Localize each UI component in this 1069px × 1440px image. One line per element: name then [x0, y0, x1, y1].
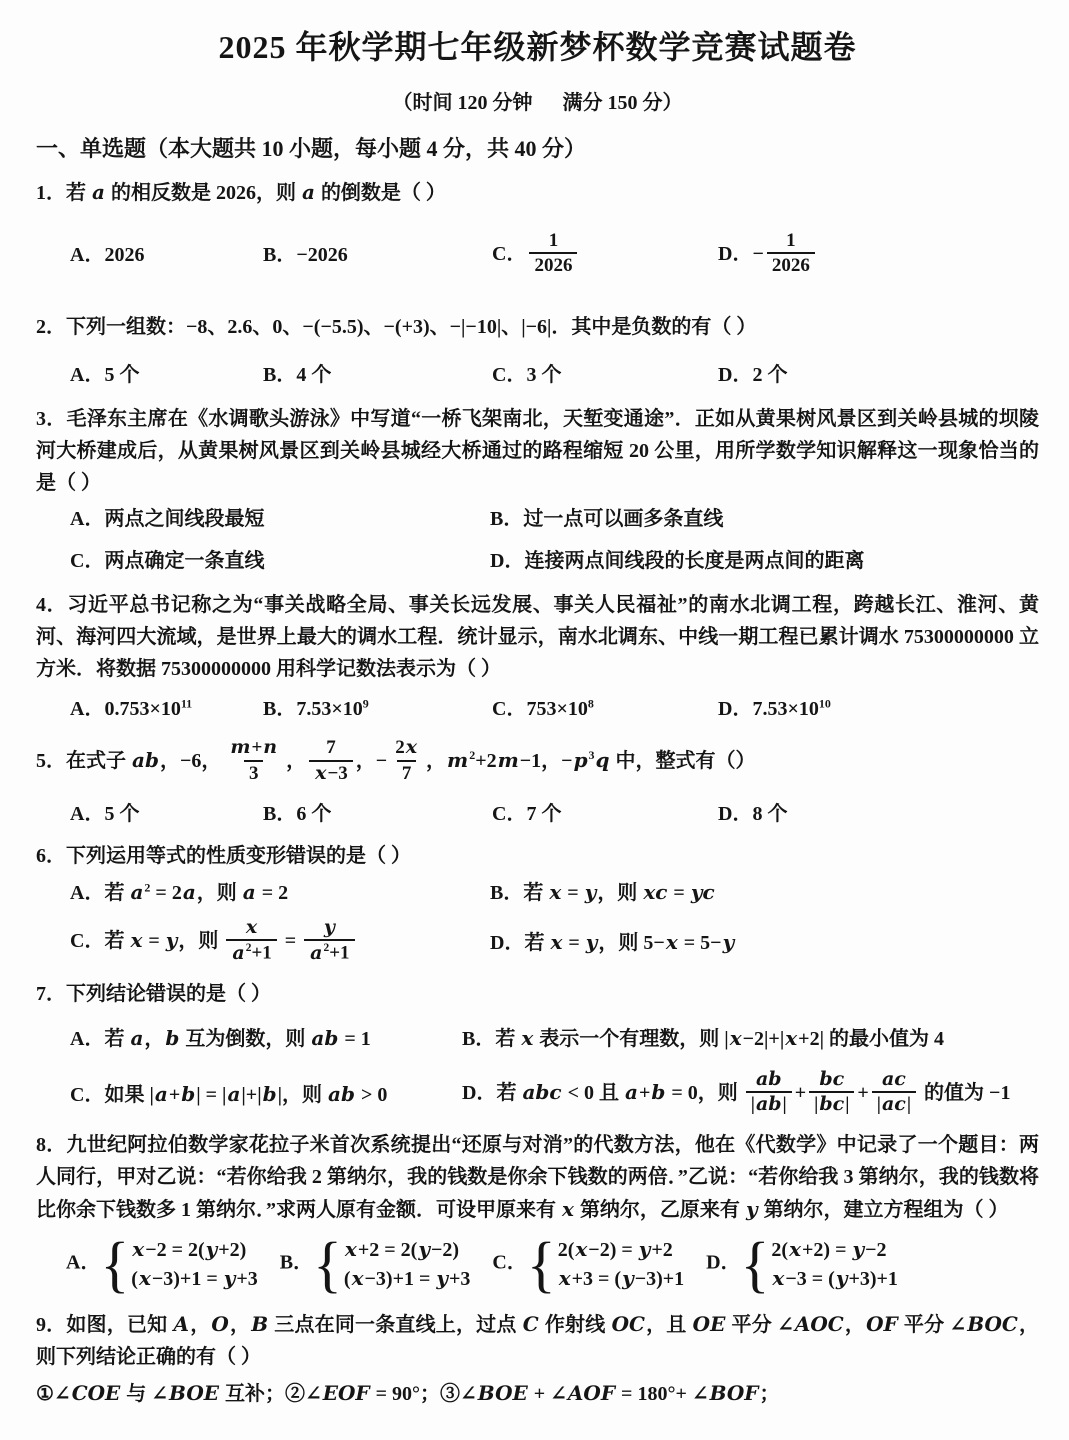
question-3-stem: 3．毛泽东主席在《水调歌头游泳》中写道“一桥飞架南北，天堑变通途”．正如从黄果树风景区到关岭县城的坝陵河大桥建成后，从黄果树风景区到关岭县城经大桥通过的路程缩短 20 公里，用所学数学知识解释这一现象恰当的是（ ）: [36, 408, 1039, 495]
question-6-option-a: A．若 $a^2 = 2a$，则 a = 2: [70, 879, 289, 904]
question-9-stem: 9．如图，已知 A，O，B 三点在同一条直线上，过点 C 作射线 OC，且 OE 平分 ∠AOC，OF 平分 ∠BOC，则下列结论正确的有（ ）: [36, 1312, 1040, 1369]
question-8-option-c: C． { 2(x−2) = y+2 x+3 = (y−3)+1: [492, 1229, 685, 1299]
question-2-option-d: D．2 个: [718, 364, 788, 387]
question-5-option-a: A．5 个: [70, 802, 140, 825]
question-5-stem: 5．在式子 ab，−6， $\frac{m+n}{3}$ ， $\frac{7}{x-3}$ ，− $\frac{2x}{7}$ ，$m^2+2m-1$，$-p^3q$ 中，整式有（）: [36, 736, 756, 784]
question-5-option-b: B．6 个: [263, 802, 332, 825]
question-3: [36, 403, 1039, 577]
question-6-option-d: D．若 x = y，则 5−x = 5−y: [490, 929, 735, 954]
question-2-options: [36, 359, 1039, 391]
question-8-option-d: D． { 2(x+2) = y−2 x−3 = (y+3)+1: [706, 1229, 898, 1299]
question-5-option-c: C．7 个: [492, 802, 562, 825]
question-6-options: [36, 876, 1039, 966]
question-9-conclusions: ①∠COE 与 ∠BOE 互补；②∠EOF = 90°；③∠BOE + ∠AOF = 180°+ ∠BOF；: [36, 1381, 780, 1406]
question-6-option-b: B．若 x = y，则 xc = yc: [490, 879, 715, 904]
exam-title: 2025 年秋学期七年级新梦杯数学竞赛试题卷: [218, 29, 857, 65]
question-1-option-b: B．−2026: [263, 244, 348, 267]
question-1-option-d: D．− $\frac{1}{2026}$: [718, 232, 1039, 279]
question-3-options: [36, 503, 1039, 577]
question-1-option-a: A．2026: [70, 244, 145, 267]
question-8-option-b: B． { x+2 = 2(y−2) (x−3)+1 = y+3: [279, 1229, 471, 1299]
question-4-option-a: A．$0.753\times 10^{11}$: [70, 696, 193, 721]
question-1-option-c: C． $\frac{1}{2026}$: [492, 232, 718, 279]
question-4-option-d: D．$7.53\times 10^{10}$: [718, 696, 831, 721]
question-7-options: [36, 1022, 1039, 1118]
question-4-stem: 4．习近平总书记称之为“事关战略全局、事关长远发展、事关人民福祉”的南水北调工程，跨越长江、淮河、黄河、海河四大流域，是世界上最大的调水工程．统计显示，南水北调东、中线一期工程已累计调水 75300000000 立方米．将数据 75300000000 用科学记数法表示为（ ）: [36, 594, 1039, 681]
question-7-stem: 7．下列结论错误的是（ ）: [36, 982, 271, 1005]
question-2-option-c: C．3 个: [492, 364, 562, 387]
question-4-option-b: B．$7.53\times 10^9$: [263, 696, 369, 721]
question-1-stem: 1．若 a 的相反数是 2026，则 a 的倒数是（ ）: [36, 180, 446, 205]
question-2-option-b: B．4 个: [263, 364, 332, 387]
question-1-options: [36, 213, 1039, 297]
question-2: [36, 311, 1039, 391]
question-7-option-a: A．若 a，b 互为倒数，则 ab = 1: [70, 1025, 371, 1050]
question-7: [36, 978, 1039, 1118]
question-7-option-b: B．若 x 表示一个有理数，则 |x−2|+|x+2| 的最小值为 4: [462, 1025, 944, 1050]
question-8-options: [36, 1229, 1039, 1299]
question-5-option-d: D．8 个: [718, 802, 788, 825]
question-8: [36, 1129, 1039, 1299]
question-2-stem: 2．下列一组数：−8、2.6、0、−(−5.5)、−(+3)、−|−10|、|−6|．其中是负数的有（ ）: [36, 316, 757, 339]
question-6-stem: 6．下列运用等式的性质变形错误的是（ ）: [36, 844, 411, 867]
question-4-option-c: C．$753\times 10^8$: [492, 696, 594, 721]
question-4: [36, 589, 1039, 725]
question-6: [36, 840, 1039, 966]
question-6-option-c: C．若 x = y，则 $\frac{x}{a^2+1}$ = $\frac{y}{a^2+1}$: [70, 919, 490, 966]
section-1-heading: 一、单选题（本大题共 10 小题，每小题 4 分，共 40 分）: [36, 136, 587, 162]
question-4-options: [36, 693, 1039, 725]
question-7-option-c: C．如果 |a+b| = |a|+|b|，则 ab > 0: [70, 1081, 388, 1106]
question-9: [36, 1308, 1039, 1410]
question-2-option-a: A．5 个: [70, 364, 140, 387]
question-1: [36, 176, 1039, 297]
question-8-option-a: A． { x−2 = 2(y+2) (x−3)+1 = y+3: [66, 1229, 258, 1299]
question-5-options: [36, 798, 1039, 830]
question-3-option-d: D．连接两点间线段的长度是两点间的距离: [490, 550, 865, 573]
exam-time-score-line: （时间 120 分钟 满分 150 分）: [392, 92, 683, 115]
question-3-option-c: C．两点确定一条直线: [70, 550, 265, 573]
question-3-option-a: A．两点之间线段最短: [70, 508, 265, 531]
question-7-option-d: D．若 abc < 0 且 a+b = 0，则 $\frac{ab}{|ab|}$ + $\frac{bc}{|bc|}$ + $\frac{ac}{|ac|}$ 的值为 −1: [462, 1067, 1011, 1116]
question-3-option-b: B．过一点可以画多条直线: [490, 508, 724, 531]
question-5: [36, 736, 1039, 830]
question-8-stem: 8．九世纪阿拉伯数学家花拉子米首次系统提出“还原与对消”的代数方法，他在《代数学》中记录了一个题目：两人同行，甲对乙说：“若你给我 2 第纳尔，我的钱数是你余下钱数的两倍．”乙说：“若你给我 3 第纳尔，我的钱数将比你余下钱数多 1 第纳尔．”求两人原有金额．可设甲原来有 x 第纳尔，乙原来有 y 第纳尔，建立方程组为（ ）: [36, 1134, 1039, 1222]
